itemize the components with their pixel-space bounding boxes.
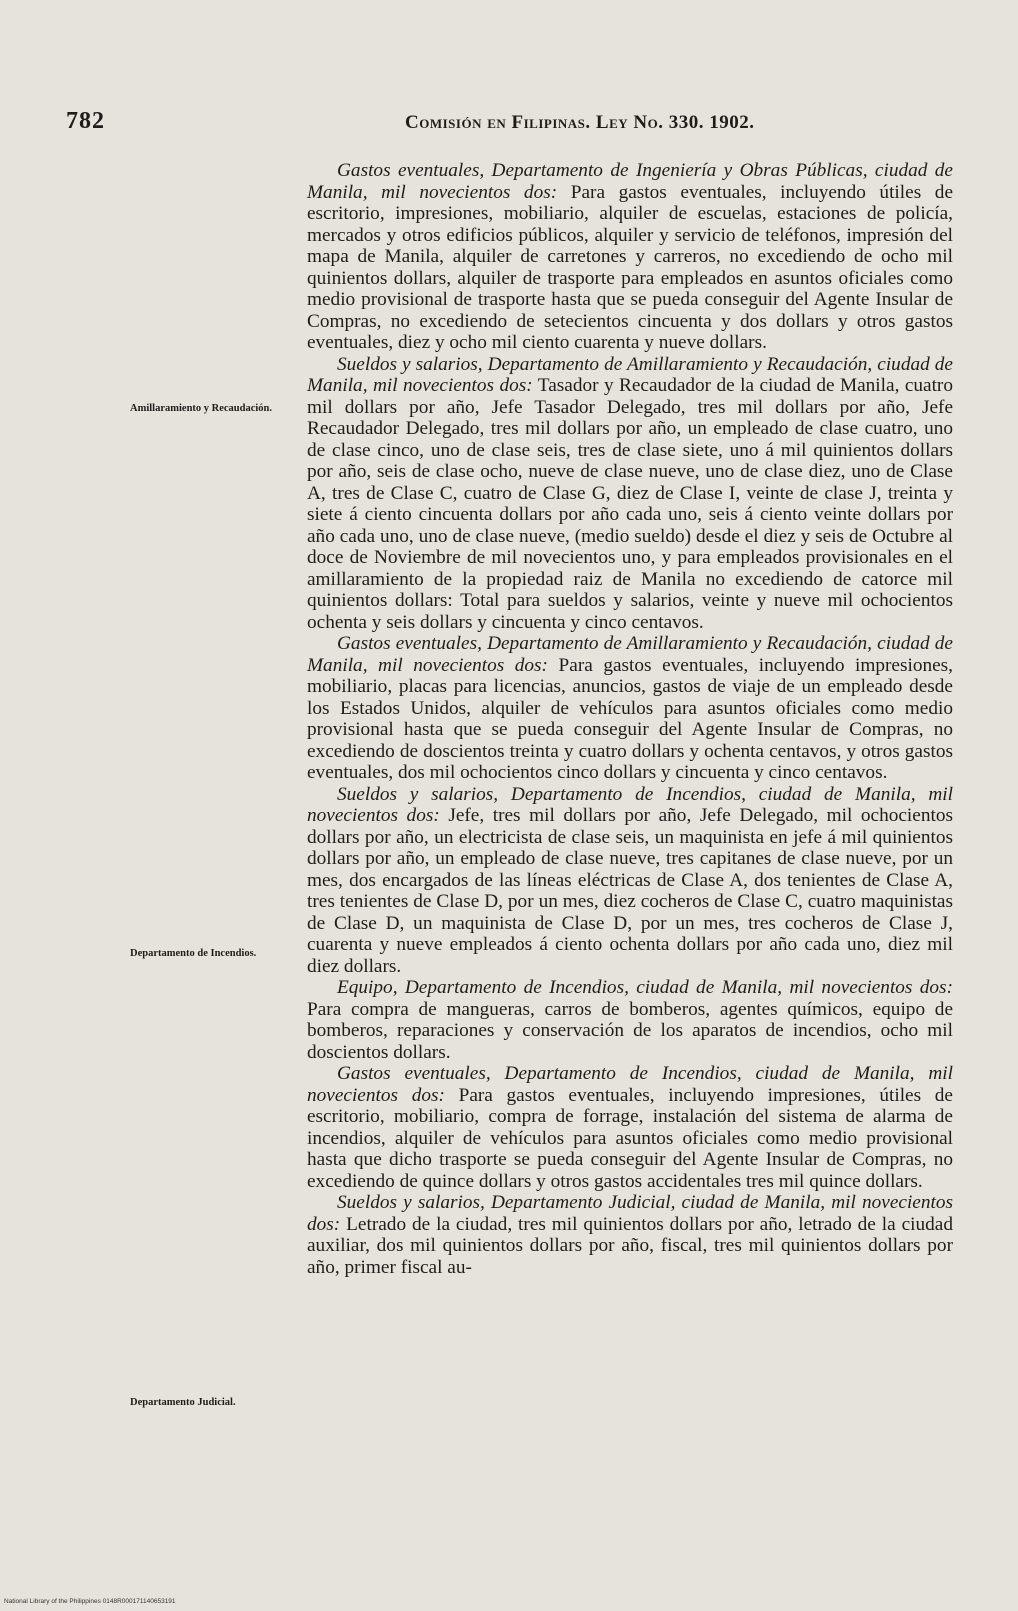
paragraph-lead: Gastos eventuales, Departamento de Amillaramiento y Recaudación, ciudad de Manila, mil novecientos dos: [307,633,953,676]
paragraph-lead: Equipo, Departamento de Incendios, ciudad de Manila, mil novecientos dos: [337,977,953,998]
paragraph-text: Tasador y Recaudador de la ciudad de Manila, cuatro mil dollars por año, Jefe Tasador Delegado, tres mil dollars por año, Jefe Recaudador Delegado, tres mil dollars por año, un empleado de clase cuatro, uno de clase cinco, uno de clase seis, tres de clase siete, uno á mil quinientos dollars por año, seis de clase ocho, nueve de clase nueve, uno de clase diez, uno de Clase A, tres de Clase C, cuatro de Clase G, diez de Clase I, veinte de clase J, treinta y siete á ciento cincuenta dollars por año cada uno, seis á ciento veinte dollars por año cada uno, uno de clase nueve, (medio sueldo) desde el diez y seis de Octubre al doce de Noviembre de mil novecientos uno, y para empleados provisionales en el amillaramiento de la propiedad raiz de Manila no excediendo de catorce mil quinientos dollars: Total para sueldos y salarios, veinte y nueve mil ochocientos ochenta y seis dollars y cincuenta y cinco centavos. [307,375,953,633]
paragraph-gastos-ingenieria [307,160,953,354]
margin-note-incendios: Departamento de Incendios. [130,948,257,959]
library-credit: National Library of the Philippines 0148R000171140653191 [4,1598,176,1605]
paragraph-lead: Sueldos y salarios, Departamento Judicial, ciudad de Manila, mil novecientos dos: [307,1192,953,1235]
paragraph-sueldos-incendios [307,784,953,978]
paragraph-lead: Sueldos y salarios, Departamento de Incendios, ciudad de Manila, mil novecientos dos: [307,783,953,826]
paragraph-text: Para compra de mangueras, carros de bomberos, agentes químicos, equipo de bomberos, reparaciones y conservación de los aparatos de incendios, ocho mil doscientos dollars. [307,998,953,1063]
running-title: Comisión en Filipinas. Ley No. 330. 1902. [405,112,755,133]
margin-note-judicial: Departamento Judicial. [130,1397,236,1408]
paragraph-text: Para gastos eventuales, incluyendo útiles de escritorio, impresiones, mobiliario, alquiler de escuelas, estaciones de policía, mercados y otros edificios públicos, alquiler y servicio de teléfonos, impresión del mapa de Manila, alquiler de carretones y carreros, no excediendo de ocho mil quinientos dollars, alquiler de trasporte para empleados en asuntos oficiales como medio provisional de trasporte hasta que se pueda conseguir del Agente Insular de Compras, no excediendo de setecientos cincuenta y dos dollars y otros gastos eventuales, diez y ocho mil ciento cuarenta y nueve dollars. [307,181,953,353]
body-text [307,160,953,1278]
paragraph-gastos-incendios [307,1063,953,1192]
paragraph-text: Jefe, tres mil dollars por año, Jefe Delegado, mil ochocientos dollars por año, un electricista de clase seis, un maquinista en jefe á mil quinientos dollars por año, un empleado de clase nueve, tres capitanes de clase nueve, por un mes, dos encargados de las líneas eléctricas de Clase A, dos tenientes de Clase A, tres tenientes de Clase D, por un mes, diez cocheros de Clase C, cuatro maquinistas de Clase D, un maquinista de Clase D, por un mes, tres cocheros de Clase J, cuarenta y nueve empleados á ciento ochenta dollars por año cada uno, diez mil diez dollars. [307,805,953,977]
paragraph-lead: Gastos eventuales, Departamento de Incendios, ciudad de Manila, mil novecientos dos: [307,1063,953,1106]
paragraph-sueldos-amillaramiento [307,354,953,634]
paragraph-text: Letrado de la ciudad, tres mil quinientos dollars por año, letrado de la ciudad auxiliar, dos mil quinientos dollars por año, fiscal, tres mil quinientos dollars por año, primer fiscal au- [307,1213,953,1278]
paragraph-gastos-amillaramiento [307,633,953,784]
paragraph-lead: Sueldos y salarios, Departamento de Amillaramiento y Recaudación, ciudad de Manila, mil novecientos dos: [307,353,953,396]
paragraph-text: Para gastos eventuales, incluyendo impresiones, mobiliario, placas para licencias, anuncios, gastos de viaje de un empleado desde los Estados Unidos, alquiler de vehículos para asuntos oficiales como medio provisional hasta que se pueda conseguir del Agente Insular de Compras, no excediendo de doscientos treinta y cuatro dollars y ochenta centavos, y otros gastos eventuales, dos mil ochocientos cinco dollars y cincuenta y cinco centavos. [307,654,953,783]
paragraph-text: Para gastos eventuales, incluyendo impresiones, útiles de escritorio, mobiliario, compra de forrage, instalación del sistema de alarma de incendios, alquiler de vehículos para asuntos oficiales como medio provisional hasta que dicho trasporte se pueda conseguir del Agente Insular de Compras, no excediendo de quince dollars y otros gastos accidentales tres mil quince dollars. [307,1084,953,1192]
paragraph-sueldos-judicial [307,1192,953,1278]
paragraph-equipo-incendios [307,977,953,1063]
margin-note-amillaramiento: Amillaramiento y Recaudación. [130,403,273,414]
paragraph-lead: Gastos eventuales, Departamento de Ingeniería y Obras Públicas, ciudad de Manila, mil novecientos dos: [307,160,953,203]
page-number: 782 [66,108,105,134]
